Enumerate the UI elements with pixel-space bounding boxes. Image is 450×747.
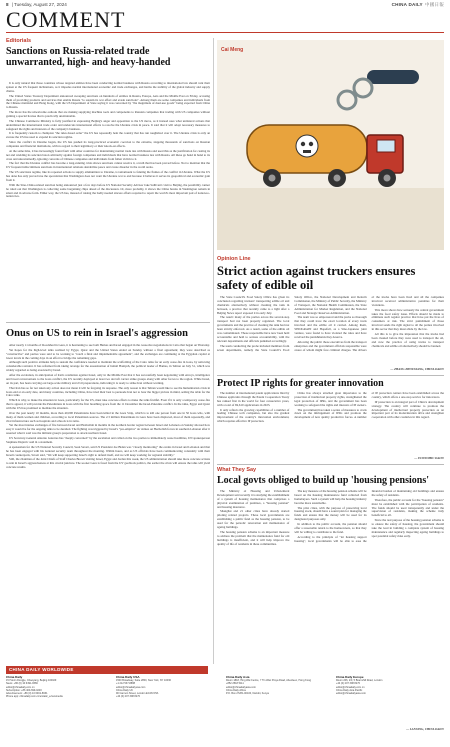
lead-editorial-body bbox=[6, 82, 210, 318]
opinion-paragraph: The team conducting the probe included members from seven departments, namely the State Council's Food Safety Office, the National Development and Reform Commission, the Ministry of Public Security, the Ministry of Transport, the National Health Commission, the State Administration for Market Regulation, and the National Food and Strategic Reserves Administration. bbox=[217, 296, 367, 352]
footer-contact-line: Phone app: chinadaily.com.cn/e/static_e/newmedia bbox=[6, 695, 63, 699]
section-label-opinion: Opinion Line bbox=[217, 256, 251, 262]
lead-paragraph: Since the conflict in Ukraine began, the US has pushed its long-practiced economic coercion to the extreme, slapping thousands of sanctions on Russian companies and financial institutions, with no regard to their legitimacy or their knock-on effects. bbox=[6, 140, 210, 149]
opinion-paragraph: The team was so empowered and the probe so thorough that they could trace the exact location of every truck involved and the edible oil it carried. Among them, SINOGRAIN and Hopefull, as a Sino-Japanese joint venture, were found to have violated the rules and have received the punishments they deserve. bbox=[294, 315, 367, 339]
footer-contact-line: editor@chinadailyusa.com bbox=[116, 685, 146, 689]
housing-paragraph: In addition to the public account, the pension should offer a reasonable return to the homeowners, so that they will be willing to contribute to the fund. bbox=[294, 522, 367, 534]
cartoon-illustration bbox=[217, 40, 444, 250]
opinion-paragraph: Allowing the public those executives from the transport enterprises and the government officials responsible were aware of whom might face criminal charges. The drivers of the trucks have been fired and all the companies involved received administrative penalties for their violations. bbox=[294, 296, 444, 352]
lead-paragraph: The fact that the Ukraine conflict has become a long-running crisis shows sanctions cannot resolve it, a truth that has been proved before. Not to mention that the US' frequent indiscriminate sanctions in international relations destabilize peace and create disorder in the world arena. bbox=[6, 161, 210, 170]
second-paragraph: Which is why, to make the situation in Gaza, particularly for the US, must take concrete efforts to make the talks fruitful. Even if it is only a temporary cease-fire that is agreed, it will provide the Palestinians in Gaza with the first breathing space from the 11 December the Israel-Palestine conflict. In the talks, Egypt and Qatar with the US has promised to mediate the situation. bbox=[6, 398, 210, 411]
housing-headline: Local govts obliged to build up 'housing pensions' bbox=[217, 475, 430, 486]
footer-contact-line: editor@chinadailyasia.com bbox=[336, 692, 366, 696]
housing-paragraph: The key measure of the housing pension scheme will be based on the housing maintenance fund collected from homebuyers. Such a system will help the housing industry become more sustainable. bbox=[294, 490, 367, 505]
hub-icon bbox=[269, 175, 276, 182]
opinion-byline: — ZHANG ZHOUXIANG, CHINA DAILY bbox=[390, 368, 444, 371]
lead-paragraph: At the same time, it has increasingly found fault with other countries for maintaining normal trade ties with Russia and used this as the justification for casting its net and wielding its sanction baton arbitrarily against foreign companies and individuals that have normal business ties with Russia. All these go hand in hand to its crass and unrestrainedly, ignoring concerns of Chinese companies and individuals from fallen victim to it. bbox=[6, 148, 210, 161]
footer-contact-line: 90 Cannon Street, London EC4N 6HA bbox=[116, 692, 159, 696]
footer-contact-line: 1500 Broadway, Suite 2800, New York, NY 10036 bbox=[116, 679, 171, 683]
footer-contact-line: Subscription: +86 400-699-0203 bbox=[6, 688, 42, 692]
arm-icon bbox=[367, 70, 419, 84]
ip-body bbox=[217, 392, 444, 456]
issue-date: | Tuesday, August 27, 2024 bbox=[11, 2, 67, 7]
footer-bar: CHINA DAILY WORLDWIDE bbox=[6, 666, 208, 674]
second-paragraph: After the escalation, in anticipation of Iran's retaliation against Israel, only in the Middle East that it has successfully been negotiating with envoys, intelligence and broad conversations to the Gaza conflict, the US recently deployed at least two aircraft carrier strike groups along with other forces to the region. While Israel, on its part, has been carrying out large-scale military and civil preparations, indicating it is ready to strike Iran without warning. bbox=[6, 373, 210, 385]
divider bbox=[217, 464, 444, 465]
footer-contact-line: editor@chinadailyasia.com bbox=[226, 685, 256, 689]
footer-contact-line: +44 (0) 207 398 8270 bbox=[116, 695, 140, 699]
ip-byline: — ECONOMIC DAILY bbox=[414, 457, 444, 460]
masthead bbox=[6, 9, 444, 33]
ip-headline: Protect IP rights for greater innovation bbox=[217, 378, 384, 389]
footer-contact-line: P.O. Box 27281-00100, Nairobi, Kenya bbox=[226, 692, 269, 696]
footer-contact-line: Advertisement: +86 (0) 10 6491-8631 bbox=[6, 692, 48, 696]
column-divider bbox=[213, 38, 214, 664]
footer-contact-line: +852 2518 5111 bbox=[226, 682, 244, 686]
truck-window-icon bbox=[377, 140, 395, 152]
ip-paragraph: It only reflects the growing capabilities of a number of leading Chinese tech companies, but also the gradual improvement of the country's innovation environment, which requires effective IP protection. bbox=[217, 407, 290, 424]
ground bbox=[217, 188, 444, 250]
footer-contact-line: China Daily UK bbox=[116, 688, 133, 692]
ip-paragraph: The number of international patent applications filed by Chinese applicants through the Patent Cooperation Treaty has ranked first in the world for four consecutive years, with a total of 69,610 applications in 2023. bbox=[217, 392, 290, 407]
opinion-headline: Strict action against truckers ensures safety of edible oil bbox=[217, 264, 416, 292]
housing-paragraph: Since the real purpose of the housing pension scheme is to ensure the safety of housing, the government should take the lead in building a complete system of housing maintenance and regularly inspecting ageing buildings to spot potential safety risks early. bbox=[371, 518, 444, 538]
second-paragraph: Although such positive attitudes help to sustain the confidence needed to maintain the scaffolding of the Cairo talks for an early cease-fire in Gaza, by removing considerable restraint. It has refrained from taking revenge for the assassination of Ismail Haniyeh, the political leader of Hamas, in Tehran on July 31, which was widely regarded as being executed by Israel. bbox=[6, 360, 210, 373]
second-editorial-body bbox=[6, 344, 210, 662]
ip-paragraph: China has always attached great importance to the protection of intellectual property rights, strengthened the legal protection of IPRs, and the government has been working to safeguard the rights and interests of IP owners. bbox=[294, 392, 367, 407]
second-paragraph: A spokesman for the US National Security Council, Sean Savett, said US President Joe Biden was "closely monitoring" the events in Israel and Lebanon and that he has been engaged with his national security team throughout the morning. Within hours, and as US officials have been communicating constantly with their Israeli counterparts, Savett said, "We will keep supporting Israel's right to defend itself, and we will keep working for regional stability." bbox=[6, 444, 210, 457]
second-headline: Onus on US to rein in Israel's aggression bbox=[6, 328, 188, 339]
footer-contact-line: +44 (0) 207 398 8270 bbox=[336, 682, 360, 686]
second-paragraph: Over the past nearly 10 months, more than 40,000 Palestinians have been killed in the Gaza Strip, which is to kill one person from one in 50 Gaza who, with many of them women and children, according to local Palestinian sources. The 2.3 million Palestinians in Gaza have been displaced, most of them repeatedly, and vital infrastructure such as hospitals and schools is in ruins. bbox=[6, 410, 210, 423]
opinion-paragraph: The result: many of the parties across the several-step transport had not been properly regulated. The local governments and the practice of cleaning the tank had not been strictly enforced. As a result, some of the edible oil was contaminated. Those responsible have now been held accountable and held to serious accountability, with the relevant departments and officials punished accordingly. bbox=[217, 315, 290, 343]
footer-contact-line: editor@chinadaily.com.cn bbox=[6, 685, 35, 689]
footer-contact-title: China Daily Asia bbox=[226, 675, 250, 679]
lead-paragraph: With the Sino-China-related sanction being announced just a few days before US National Security Advisor Jake Sullivan's visit to Beijing, the possibility cannot be ruled out that Washington is collecting some bargaining chips ahead of the discussion. Or, more probably, it shows the China hawks in Washington remain in smart and in adverse form. Either way, the US has, instead of raising the badly needed sincere efforts required to repair the world's most important pair of nation-to-nation ties. bbox=[6, 182, 210, 199]
hub-icon bbox=[334, 175, 341, 182]
housing-paragraph: According to the principle of "let housing support housing", local governments will be able to ease the financial burden of maintaining old buildings and ensure the safety of residents. bbox=[294, 490, 444, 543]
housing-paragraph: The Ministry of Housing and Urban-Rural Development said recently it is studying the establishment of a system of housing maintenance that comprises a physical examination of premises, a "housing pension" and housing insurance. bbox=[217, 490, 290, 509]
second-paragraph: That Iran has so far not taken any action does not mean it will be forgoing its response. The only reason is that Tehran would like to see the humanitarian crisis in Gaza end at an early date, and many countries, including China, have tried their best to persuade Iran not to bear the bigger picture in mind, setting the table for the Cairo talks. bbox=[6, 385, 210, 398]
second-paragraph: US Secretary-General Antonio Guterres has "deeply concerned" by the escalation and called on the two parties to immediately cease hostilities, UN spokesperson Stephane Dujarric said in a statement. bbox=[6, 436, 210, 444]
divider bbox=[6, 322, 210, 323]
footer-contact-line: Room 206, 2/F, 5 Bramshill Road, London bbox=[336, 679, 383, 683]
footer-contact-line: +1 212 537-8888 bbox=[116, 682, 135, 686]
cartoon-credit: Cai Meng bbox=[221, 47, 244, 53]
brand-chinese: 中國日報 bbox=[424, 1, 444, 7]
page-title: COMMENT bbox=[6, 7, 126, 32]
ip-paragraph: IP protection is an integral part of China's development strategy. The country will continue to promote the development of intellectual property protection as an important part of its modernization drive and strengthen cooperation with other countries in this regard. bbox=[371, 399, 444, 420]
ip-paragraph: The government has taken a series of measures to crack down on the infringement of IPRs and promote the development of new quality productive forces. A number of IP protection centers have been established across the country, which offers a one-stop service for innovators. bbox=[294, 392, 444, 420]
footer-contact-line: China Daily Africa bbox=[226, 688, 246, 692]
brand-name: CHINA DAILY 中國日報 bbox=[391, 1, 444, 7]
housing-byline: — LANXING, CHINA DAILY bbox=[406, 728, 444, 731]
opinion-paragraph: This move shows how seriously the central government takes the food safety issue. Efforts should be made to eliminate such regular practice that have put the lives of consumers at risk. The strict punishment of those involved sends the right signal to all the parties involved in this sector that they must abide by the law. bbox=[371, 307, 444, 332]
lead-paragraph: It is only natural that those countries whose targeted entities have been conducting normal business with Russia according to international law should vent their spleen at the US frequent inclinations, as it impedes normal international economic and trade exchanges, and harms the stability of the global industry and supply chains. bbox=[6, 82, 210, 93]
housing-paragraph: Shanghai and 21 other cities have already started piloting related projects. These local governments are establishing a public fund as the housing pension, to be used for the periodic renovation and maintenance of ageing buildings. bbox=[217, 509, 290, 530]
footer-contact-title: China Daily bbox=[6, 675, 23, 679]
section-label-what-they-say: What They Say bbox=[217, 467, 257, 473]
footer-contact-line: Room 1818, Hing Wai Centre, 7 Tin Wan Praya Road, Aberdeen, Hong Kong bbox=[226, 679, 312, 683]
opinion-paragraph: All this is to give the impression that the trucks had been cleaned before they were used to transport the oil, and now the practice of using trucks to transport chemicals and edible oil alternatively should be banned. bbox=[371, 331, 444, 348]
lead-paragraph: The United States Treasury Department announced sweeping sanctions on hundreds of entities in Russia, Europe, Asia and the Middle East on Friday, accusing them of providing products and services that enable Russia "to sustain its war effort and evade sanctions". Among them are some companies and individuals from the Chinese mainland and Hong Kong, with the US Department of State saying it was concerned by "the magnitude of dual-use goods" being exported from China to Russia. bbox=[6, 93, 210, 110]
lead-headline: Sanctions on Russia-related trade unwarranted, high- and heavy-handed bbox=[6, 46, 171, 68]
footer-contact-block bbox=[116, 676, 202, 698]
opinion-body bbox=[217, 296, 444, 368]
hub-icon bbox=[384, 175, 391, 182]
footer-contact-title: China Daily USA bbox=[116, 675, 140, 679]
lead-paragraph: The Chinese Commerce Ministry is fully justified in expressing Beijing's anger and opposition to the US move, as it instead uses what unilateral actions that undermined the international trade order and undercuts international efforts to resolve the Ukraine crisis in peace. It said that it will adopt necessary measures to safeguard the rights and interests of the company's business. bbox=[6, 118, 210, 131]
hazard-skull-icon bbox=[296, 135, 318, 157]
page-number: 8 bbox=[6, 2, 9, 7]
footer-contact-line: China Daily Asia Pacific bbox=[336, 688, 363, 692]
lead-paragraph: It is frequently custom to champion "the rules-based order" the US has repeatedly bent the country that has run roughshod over it. The Ukraine crisis is only an excuse the US has used to expand its sanction regime. bbox=[6, 131, 210, 140]
opinion-paragraph: The State Council's Food Safety Office has given its conclusion regarding truckers' transporting edible oil and chemicals alternatively without cleaning the tank in between, a practice that recently came to a light after a Beijing News report exposed it in early July. bbox=[217, 296, 290, 315]
housing-body bbox=[217, 490, 444, 726]
section-label-editorials: Editorials bbox=[6, 38, 32, 44]
handcuff-icon bbox=[354, 79, 372, 97]
footer-contact-line: editor@chinadaily.com.cn bbox=[336, 685, 365, 689]
lead-paragraph: The move has the unwelcome outlook that are making supplying machine tools and components to Russian companies that trading with US companies without gaining a special license that is practically unobtainable. bbox=[6, 110, 210, 119]
footer-contact-line: News: +86 (0) 10 6491-8366 bbox=[6, 682, 38, 686]
housing-paragraph: Therefore, the public account for the "housing pension" must be established with the participation of residents. The funds should be used transparently and under the supervision of residents, making the scheme truly beneficial to all. bbox=[371, 497, 444, 518]
second-paragraph: Yet hopes for the high-level talks realized by Egypt, Qatar and the United States ended on Sunday without a final agreement; they were described as "constructive" and parties were said to be working to "reach a final and implementable agreement", and the exchanges are continuing at the Egyptian capital at lower levels in the coming days in an effort to bridge the remaining gaps. bbox=[6, 347, 210, 360]
divider bbox=[217, 375, 444, 376]
lead-paragraph: The US sanctions regime, like its repeated actions to supply ammunition to Ukraine, is tantamount to fanning the flames of the conflict in Ukraine. What the US has done has only proved true the speculation that Washington does not want the Ukraine war to end because it believes it serves its geopolitical and economic gain from it. bbox=[6, 170, 210, 182]
housing-paragraph: The pilot cities, with the purpose of preserving local housing stock, should have a sound plan for managing the funds and ensure that the money will be used for its designated purposes only. bbox=[294, 505, 367, 522]
footer-contact-line: 15 Huixin Dongjie, Chaoyang, Beijing 100029 bbox=[6, 679, 57, 683]
editorial-cartoon bbox=[217, 40, 444, 250]
footer-contact-block bbox=[6, 676, 92, 698]
housing-paragraph: The housing pension scheme is an important measure to address the problem that the maintenance fund for old buildings is insufficient, and it will help improve the quality of life of residents in these communities. bbox=[217, 529, 290, 546]
second-paragraph: After nearly 11 months of bloodshed in Gaza, it is heartening to see both Hamas and Israel engaged in the cease-fire negotiations in Cairo that began on Thursday. bbox=[9, 344, 210, 347]
footer-contact-title: China Daily Europe bbox=[336, 675, 364, 679]
second-paragraph: Still, the chairman of the Joint Chiefs of Staff Charles Brown visiting Israel, Egypt and Jordan this week, the US administration should take more concrete actions to rein in Israel's aggressiveness at this crucial juncture. The sooner Gaza is freed from the US' geoblock politics, the earlier the crisis will ensure the talks will yield concrete results. bbox=[6, 457, 210, 470]
second-paragraph: Yet the most intense exchanges of fire between Israel and Hezbollah in months in the northern border region between Israel and Lebanon on Sunday showed how easy it would be for the ongoing talks to be derailed. The fighting was triggered by Israel's "pre-emptive" air strikes on Hezbollah forces in southern Lebanon after it asserted what it said was the militant group's preparation to attack northern Israel. bbox=[6, 423, 210, 436]
